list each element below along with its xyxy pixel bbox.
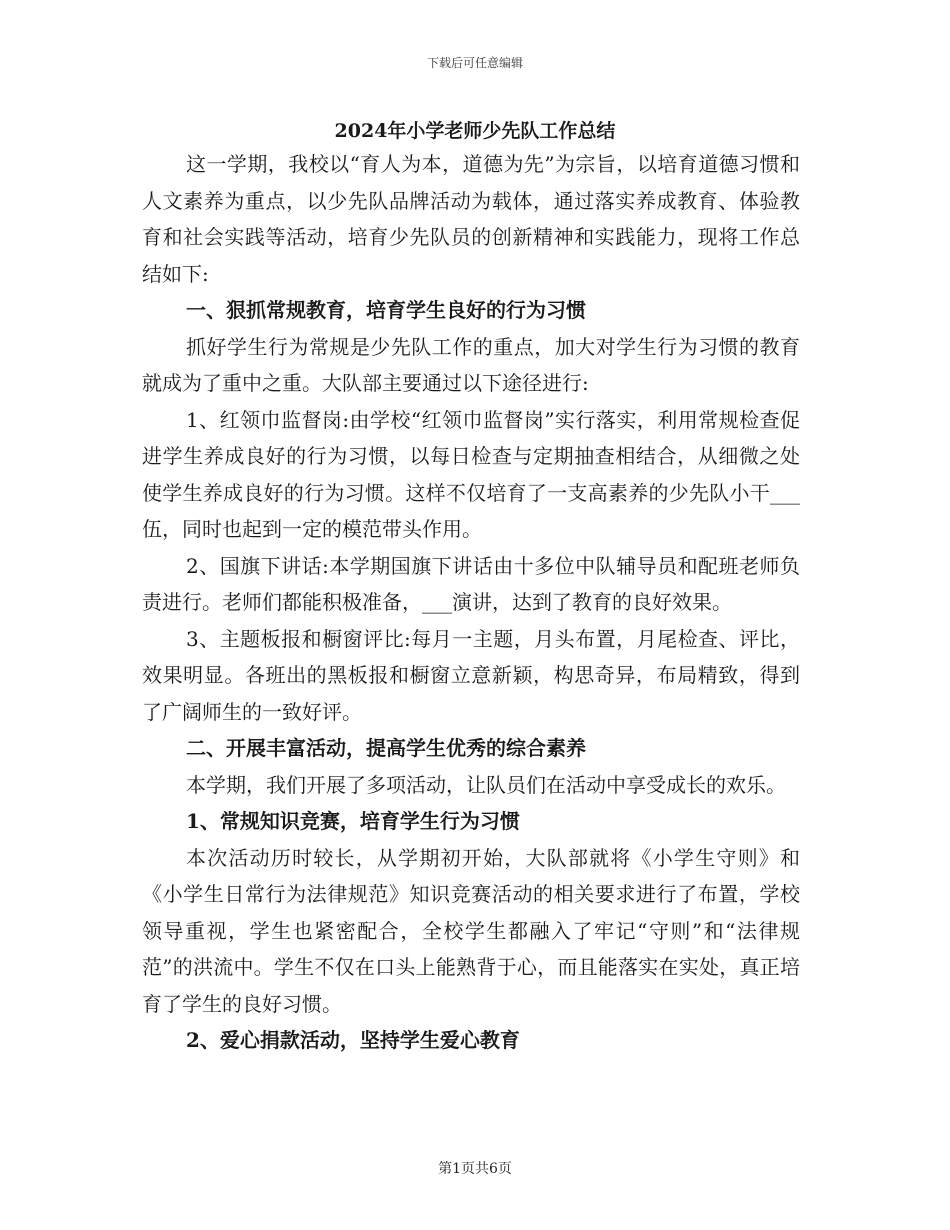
- intro-paragraph: 这一学期，我校以“育人为本，道德为先”为宗旨，以培育道德习惯和人文素养为重点，以少先队品牌活动为载体，通过落实养成教育、体验教育和社会实践等活动，培育少先队员的创新精神和实践能力，现将工作总结如下:: [142, 152, 800, 286]
- subsection-heading-1: 1、常规知识竞赛，培育学生行为习惯: [186, 809, 520, 833]
- body-paragraph: 1、红领巾监督岗:由学校“红领巾监督岗”实行落实，利用常规检查促进学生养成良好的行为习惯，以每日检查与定期抽查相结合，从细微之处使学生养成良好的行为习惯。这样不仅培育了一支高素养的少先队小干___伍，同时也起到一定的模范带头作用。: [142, 407, 800, 541]
- document-body: [142, 146, 800, 1059]
- header-note: 下载后可任意编辑: [426, 56, 523, 70]
- document-title: 2024年小学老师少先队工作总结: [334, 120, 616, 142]
- page-footer: 第1页共6页: [438, 1161, 512, 1177]
- section-heading-2: 二、开展丰富活动，提高学生优秀的综合素养: [186, 736, 586, 760]
- body-paragraph: 2、国旗下讲话:本学期国旗下讲话由十多位中队辅导员和配班老师负责进行。老师们都能积极准备，___演讲，达到了教育的良好效果。: [142, 553, 800, 614]
- body-paragraph: 抓好学生行为常规是少先队工作的重点，加大对学生行为习惯的教育就成为了重中之重。大队部主要通过以下途径进行:: [142, 334, 800, 395]
- subsection-heading-2: 2、爱心捐款活动，坚持学生爱心教育: [186, 1028, 520, 1052]
- body-paragraph: 本次活动历时较长，从学期初开始，大队部就将《小学生守则》和《小学生日常行为法律规范》知识竞赛活动的相关要求进行了布置，学校领导重视，学生也紧密配合，全校学生都融入了牢记“守则”和“法律规范”的洪流中。学生不仅在口头上能熟背于心，而且能落实在实处，真正培育了学生的良好习惯。: [142, 845, 800, 1016]
- body-paragraph: 3、主题板报和橱窗评比:每月一主题，月头布置，月尾检查、评比，效果明显。各班出的黑板报和橱窗立意新颖，构思奇异，布局精致，得到了广阔师生的一致好评。: [142, 626, 800, 724]
- body-paragraph: 本学期，我们开展了多项活动，让队员们在活动中享受成长的欢乐。: [186, 772, 786, 797]
- section-heading-1: 一、狠抓常规教育，培育学生良好的行为习惯: [186, 298, 586, 322]
